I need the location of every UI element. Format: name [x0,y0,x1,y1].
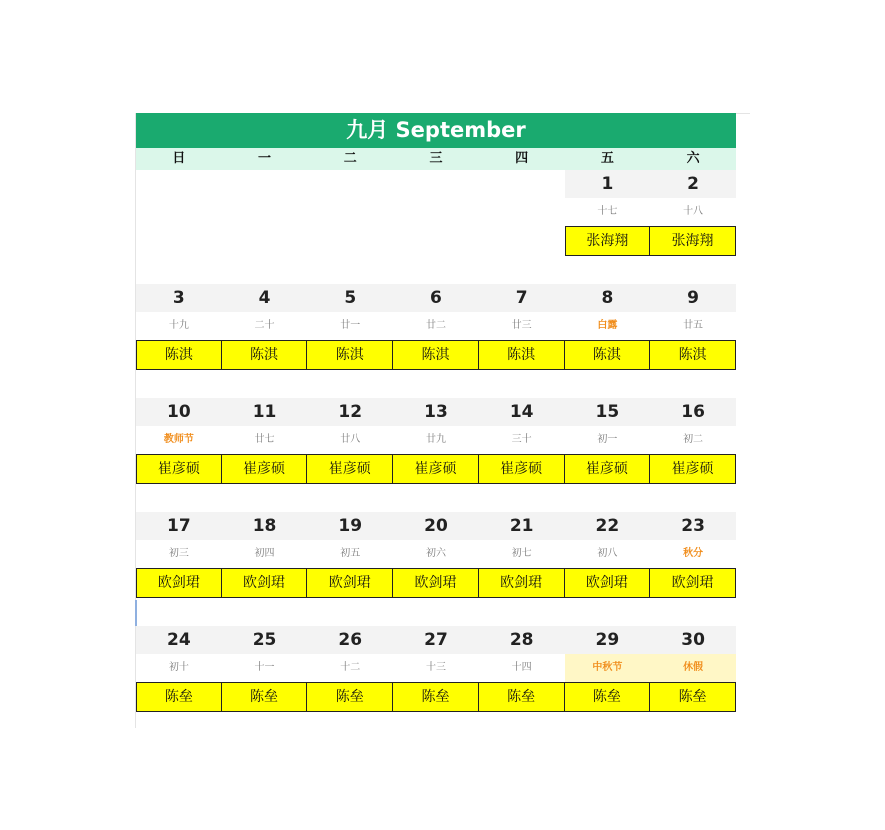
weekday-label[interactable]: 四 [515,151,529,166]
duty-name[interactable]: 陈垒 [393,682,479,712]
empty-cell[interactable] [479,198,565,226]
empty-cell[interactable] [393,198,479,226]
calendar-week [136,512,736,626]
empty-cell[interactable] [393,170,479,198]
duty-name[interactable]: 欧剑珺 [393,568,479,598]
day-number[interactable]: 10 [136,398,222,426]
weekday-label[interactable]: 二 [343,151,357,166]
lunar-date[interactable]: 白露 [597,320,618,331]
calendar-week [136,170,736,284]
lunar-date[interactable]: 初八 [597,548,618,559]
lunar-date[interactable]: 廿三 [511,320,532,331]
duty-name[interactable]: 崔彦硕 [479,454,565,484]
sheet-gridline [736,113,750,114]
lunar-date-row [136,312,736,340]
lunar-date[interactable]: 初四 [254,548,275,559]
calendar-week [136,398,736,512]
lunar-date[interactable]: 初三 [168,548,189,559]
duty-name[interactable]: 陈淇 [222,340,308,370]
lunar-date[interactable]: 初五 [340,548,361,559]
duty-name-row [136,568,736,598]
day-number[interactable]: 3 [136,284,222,312]
duty-name[interactable]: 崔彦硕 [650,454,736,484]
duty-name[interactable]: 欧剑珺 [650,568,736,598]
calendar-week [136,284,736,398]
lunar-date[interactable]: 十八 [683,206,704,217]
weekday-label[interactable]: 六 [686,151,700,166]
day-number[interactable]: 26 [307,626,393,654]
lunar-date[interactable]: 廿七 [254,434,275,445]
duty-name[interactable]: 陈淇 [565,340,651,370]
duty-name[interactable]: 陈垒 [565,682,651,712]
day-number[interactable]: 11 [222,398,308,426]
empty-cell[interactable] [307,170,393,198]
lunar-date[interactable]: 廿五 [683,320,704,331]
day-number[interactable]: 2 [650,170,736,198]
weekday-header-row [136,148,736,170]
lunar-date[interactable]: 休假 [650,654,736,682]
duty-name[interactable]: 陈垒 [222,682,308,712]
day-number[interactable]: 21 [479,512,565,540]
lunar-date[interactable]: 廿一 [340,320,361,331]
lunar-date[interactable]: 秋分 [683,548,704,559]
duty-name[interactable]: 欧剑珺 [136,568,222,598]
empty-cell[interactable] [136,226,222,256]
empty-cell[interactable] [479,170,565,198]
day-number[interactable]: 19 [307,512,393,540]
day-number[interactable]: 9 [650,284,736,312]
duty-name[interactable]: 欧剑珺 [565,568,651,598]
day-number-row [136,512,736,540]
duty-name-row [136,226,736,256]
lunar-date-row [136,540,736,568]
empty-cell[interactable] [479,226,565,256]
lunar-date[interactable]: 廿九 [425,434,446,445]
lunar-date[interactable]: 十七 [597,206,618,217]
day-number[interactable]: 22 [565,512,651,540]
day-number[interactable]: 16 [650,398,736,426]
empty-cell[interactable] [136,198,222,226]
lunar-date[interactable]: 十一 [254,662,275,673]
lunar-date[interactable]: 十四 [511,662,532,673]
empty-cell[interactable] [222,198,308,226]
lunar-date[interactable]: 十九 [168,320,189,331]
day-number[interactable]: 25 [222,626,308,654]
day-number[interactable]: 6 [393,284,479,312]
duty-name[interactable]: 陈垒 [650,682,736,712]
day-number[interactable]: 5 [307,284,393,312]
day-number[interactable]: 4 [222,284,308,312]
lunar-date[interactable]: 初二 [683,434,704,445]
calendar-title[interactable]: 九月 September [136,113,736,148]
lunar-date-row [136,198,736,226]
day-number[interactable]: 20 [393,512,479,540]
duty-name[interactable]: 崔彦硕 [565,454,651,484]
day-number-row [136,284,736,312]
lunar-date[interactable]: 十三 [425,662,446,673]
day-number[interactable]: 23 [650,512,736,540]
day-number[interactable]: 18 [222,512,308,540]
duty-name[interactable]: 崔彦硕 [307,454,393,484]
duty-name[interactable]: 张海翔 [565,226,651,256]
day-number-row [136,398,736,426]
day-number[interactable]: 17 [136,512,222,540]
lunar-date[interactable]: 初十 [168,662,189,673]
duty-name[interactable]: 陈淇 [393,340,479,370]
duty-name[interactable]: 陈垒 [479,682,565,712]
lunar-date[interactable]: 初七 [511,548,532,559]
day-number[interactable]: 15 [565,398,651,426]
empty-cell[interactable] [393,226,479,256]
calendar-week [136,626,736,740]
day-number[interactable]: 14 [479,398,565,426]
lunar-date[interactable]: 十二 [340,662,361,673]
day-number[interactable]: 29 [565,626,651,654]
day-number[interactable]: 13 [393,398,479,426]
weekday-label[interactable]: 五 [600,151,614,166]
duty-name[interactable]: 陈淇 [307,340,393,370]
lunar-date[interactable]: 初六 [425,548,446,559]
weekday-label[interactable]: 三 [429,151,443,166]
duty-name[interactable]: 陈垒 [307,682,393,712]
weekday-label[interactable]: 日 [172,151,186,166]
calendar-weeks [136,170,736,740]
day-number[interactable]: 30 [650,626,736,654]
duty-name[interactable]: 欧剑珺 [307,568,393,598]
duty-name[interactable]: 崔彦硕 [222,454,308,484]
lunar-date[interactable]: 教师节 [163,434,194,445]
day-number[interactable]: 28 [479,626,565,654]
day-number[interactable]: 24 [136,626,222,654]
day-number-row [136,170,736,198]
day-number-row [136,626,736,654]
day-number[interactable]: 1 [565,170,651,198]
duty-name[interactable]: 崔彦硕 [136,454,222,484]
empty-cell[interactable] [222,170,308,198]
duty-name[interactable]: 陈淇 [136,340,222,370]
empty-cell[interactable] [307,226,393,256]
duty-name-row [136,340,736,370]
duty-name[interactable]: 张海翔 [650,226,736,256]
lunar-date-row [136,654,736,682]
day-number[interactable]: 8 [565,284,651,312]
lunar-date[interactable]: 廿八 [340,434,361,445]
lunar-date[interactable]: 三十 [511,434,532,445]
day-number[interactable]: 7 [479,284,565,312]
lunar-date[interactable]: 中秋节 [565,654,651,682]
duty-name[interactable]: 欧剑珺 [222,568,308,598]
duty-name[interactable]: 陈垒 [136,682,222,712]
lunar-date[interactable]: 初一 [597,434,618,445]
empty-cell[interactable] [307,198,393,226]
lunar-date-row [136,426,736,454]
empty-cell[interactable] [136,170,222,198]
lunar-date[interactable]: 二十 [254,320,275,331]
day-number[interactable]: 12 [307,398,393,426]
duty-name[interactable]: 崔彦硕 [393,454,479,484]
empty-cell[interactable] [222,226,308,256]
day-number[interactable]: 27 [393,626,479,654]
duty-name[interactable]: 陈淇 [650,340,736,370]
lunar-date[interactable]: 廿二 [425,320,446,331]
duty-name-row [136,454,736,484]
duty-name[interactable]: 欧剑珺 [479,568,565,598]
duty-name[interactable]: 陈淇 [479,340,565,370]
duty-name-row [136,682,736,712]
weekday-label[interactable]: 一 [258,151,272,166]
calendar-sheet [136,113,736,740]
